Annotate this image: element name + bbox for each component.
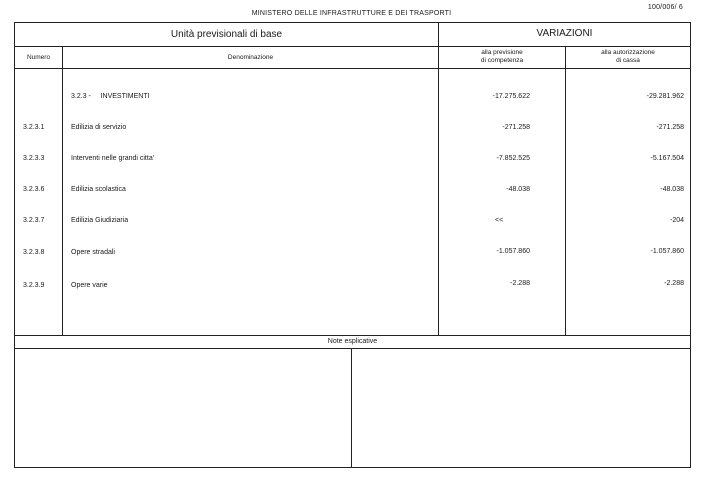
row-competenza: -2.288 <box>510 280 530 287</box>
col-header-competenza-line2: di competenza <box>480 57 524 64</box>
upb-header: Unità previsionali di base <box>170 29 283 40</box>
col-header-competenza-line1: alla previsione <box>481 49 523 56</box>
header-line-2 <box>15 68 690 69</box>
row-numero: 3.2.3.8 <box>23 249 45 256</box>
col-divider-numero <box>62 46 63 335</box>
notes-divider <box>351 348 352 467</box>
row-cassa: -48.038 <box>660 186 684 193</box>
notes-left-box <box>16 349 350 466</box>
col-header-competenza <box>439 49 565 65</box>
row-cassa: -1.057.860 <box>650 248 684 255</box>
row-competenza: -271.258 <box>502 124 530 131</box>
row-denominazione: Interventi nelle grandi citta' <box>71 155 155 162</box>
row-cassa: -2.288 <box>664 280 684 287</box>
row-numero: 3.2.3.9 <box>23 282 45 289</box>
row-denominazione: Edilizia scolastica <box>71 186 126 193</box>
row-competenza: -7.852.525 <box>496 155 530 162</box>
row-cassa: -5.167.504 <box>650 155 684 162</box>
col-header-numero: Numero <box>26 54 51 61</box>
body-bottom-line <box>15 335 690 336</box>
budget-table <box>14 22 691 468</box>
row-cassa: -29.281.962 <box>646 93 684 100</box>
row-numero: 3.2.3.6 <box>23 186 45 193</box>
row-denominazione: Opere varie <box>71 282 108 289</box>
row-competenza: -17.275.622 <box>492 93 530 100</box>
row-denominazione: 3.2.3 - INVESTIMENTI <box>71 93 150 100</box>
row-numero: 3.2.3.3 <box>23 155 45 162</box>
col-header-cassa <box>566 49 690 65</box>
notes-title: Note esplicative <box>327 338 378 345</box>
row-numero: 3.2.3.7 <box>23 217 45 224</box>
row-competenza: -48.038 <box>506 186 530 193</box>
row-cassa: -204 <box>669 217 684 224</box>
variazioni-header: VARIAZIONI <box>536 28 593 39</box>
col-header-denominazione: Denominazione <box>227 54 274 61</box>
col-header-cassa-line1: alla autorizzazione <box>601 49 655 56</box>
row-denominazione: Edilizia di servizio <box>71 124 127 131</box>
row-denominazione: Opere stradali <box>71 249 115 256</box>
notes-right-box <box>353 349 689 466</box>
page-code: 100/006/ 6 <box>647 4 683 11</box>
row-cassa: -271.258 <box>656 124 684 131</box>
row-denominazione: Edilizia Giudiziaria <box>71 217 129 224</box>
row-competenza: << <box>495 217 504 224</box>
header-line-1 <box>15 46 690 47</box>
row-numero: 3.2.3.1 <box>23 124 45 131</box>
col-header-cassa-line2: di cassa <box>616 57 640 64</box>
ministry-title: MINISTERO DELLE INFRASTRUTTURE E DEI TRASPORTI <box>251 10 452 17</box>
row-competenza: -1.057.860 <box>496 248 530 255</box>
